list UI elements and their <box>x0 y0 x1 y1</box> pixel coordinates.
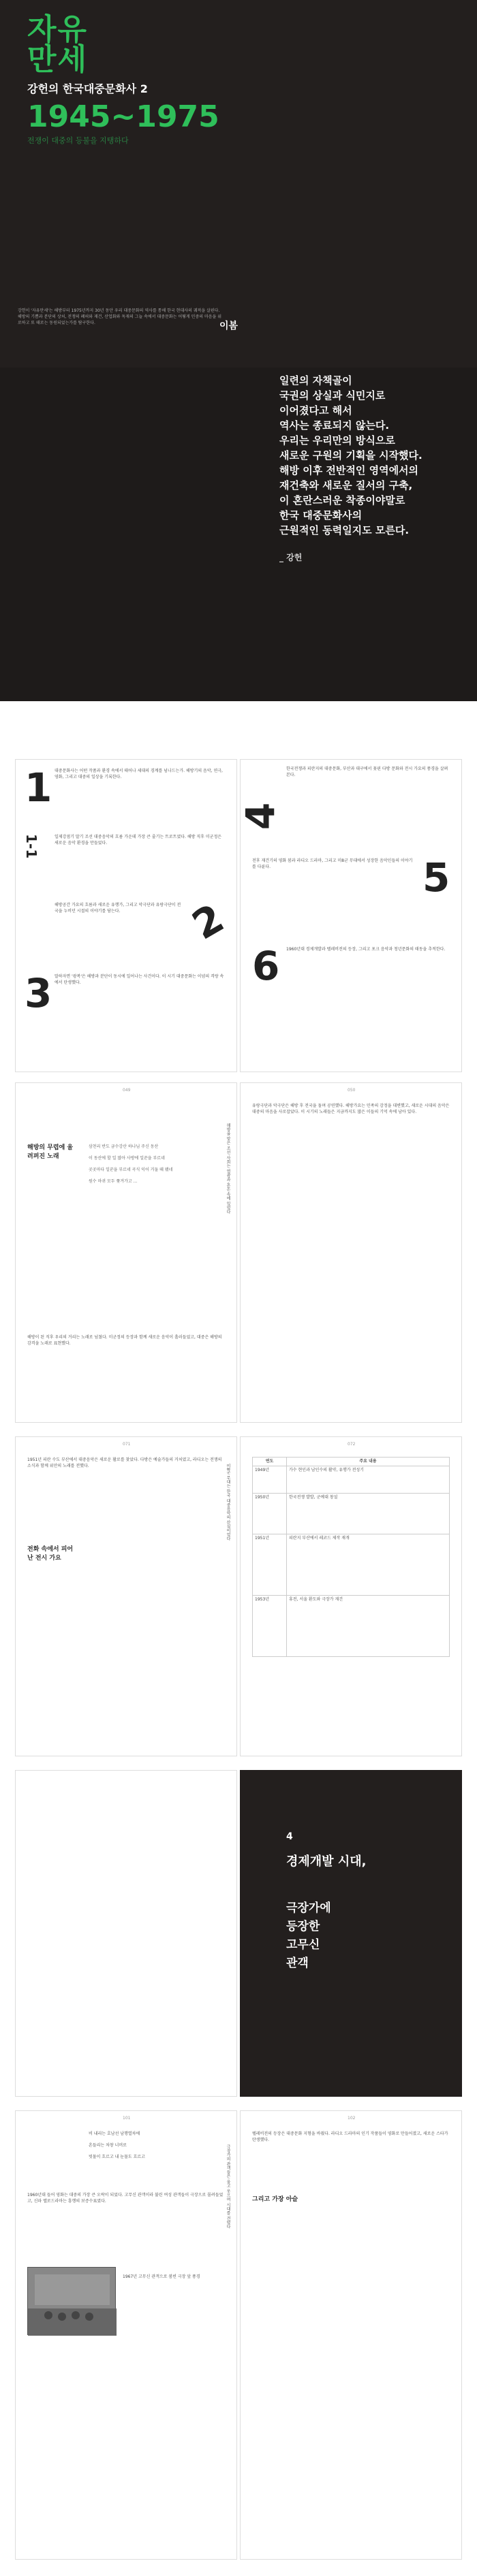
body-text: 텔레비전의 등장은 대중문화 지형을 바꿨다. 라디오 드라마의 인기 작품들이 영화로 만들어졌고, 새로운 스타가 탄생했다. <box>252 2131 448 2142</box>
toc-text-6: 1960년대 경제개발과 텔레비전의 등장, 그리고 포크 음악과 청년문화의 태동을 추적한다. <box>286 947 446 952</box>
body-text: 해방이 된 직후 우리의 거리는 노래로 넘쳤다. 미군정의 등장과 함께 새로운 음악이 흘러들었고, 대중은 해방의 감격을 노래로 표현했다. <box>27 1335 222 1346</box>
quote-line: 이어졌다고 해서 <box>279 404 352 417</box>
toc-number-4: 4 <box>237 802 284 831</box>
vertical-caption: 미8군 무대는 한국 대중음악의 산실이었다 <box>226 1464 230 1541</box>
table-header: 연도 <box>253 1458 287 1466</box>
toc-text-4: 한국전쟁과 피란지의 대중문화, 부산과 대구에서 꽃핀 다방 문화와 전시 가요의 풍경을 살펴본다. <box>286 767 448 777</box>
toc-text-3: 말하자면 '광복'은 해방과 분단이 동시에 일어나는 사건이다. 이 시기 대중문화는 이념의 격랑 속에서 탄생했다. <box>55 974 224 985</box>
chapter-subtitle-line: 극장가에 <box>286 1901 331 1915</box>
toc-number-3: 3 <box>25 970 52 1016</box>
quote-line: 한국 대중문화사의 <box>279 509 363 521</box>
book-subtitle: 강헌의 한국대중문화사 2 <box>27 82 148 95</box>
lyric-block <box>89 1144 225 1185</box>
page-number: 072 <box>348 1442 356 1447</box>
table-header: 주요 내용 <box>287 1458 450 1466</box>
chapter-opener-blank <box>15 1770 237 2097</box>
table-row <box>253 1466 450 1494</box>
lyric-line: 원수 마귀 모두 쫓겨가고 ... <box>89 1179 138 1184</box>
chapter-subtitle <box>286 1899 331 1973</box>
book-tagline: 전쟁이 대중의 등불을 지탱하다 <box>27 136 129 145</box>
table-cell: 1951년 <box>253 1534 287 1596</box>
quote-line: 역사는 종료되지 않는다. <box>279 419 390 432</box>
toc-number-1: 1 <box>25 764 52 811</box>
toc-text-2: 해방공간 가요의 흐름과 새로운 유행가, 그리고 악극단과 유랑극단이 전국을 누비던 시절의 이야기를 담는다. <box>55 903 181 914</box>
toc-number-1-1: 1-1 <box>23 834 40 859</box>
table-cell: 1949년 <box>253 1466 287 1494</box>
quote-line: 재건축와 새로운 질서의 구축, <box>279 479 413 492</box>
chapter-opener-dark <box>240 1770 462 2097</box>
toc-text-1: 대중문화사는 어떤 작품과 환경 속에서 태어나 세대의 경계를 넘나드는가. 해방기의 음악, 연극, 영화, 그리고 대중의 일상을 기록한다. <box>55 769 223 779</box>
cover-description: 강헌이 '자유만세'는 해방부터 1975년까지 30년 동안 우리 대중문화의 역사를 통해 한국 현대사의 궤적을 살핀다. 해방의 기쁨과 분단의 상처, 전쟁의 폐허와 재건, 산업화와 독재의 그늘 속에서 대중문화는 어떻게 민중의 마음을 위로하고 또 때로는 동원되었는가를 탐구한다. <box>18 308 222 325</box>
historical-photo <box>27 2267 116 2335</box>
lyric-line: 흔들리는 차창 너머로 <box>89 2143 127 2148</box>
lyric-line: 비 내리는 호남선 남행열차에 <box>89 2131 140 2136</box>
chapter-number: 4 <box>286 1831 293 1842</box>
photo-icon <box>28 2268 117 2336</box>
toc-number-5: 5 <box>422 854 450 901</box>
quote-line: 일련의 자책골이 <box>279 374 352 387</box>
chapter-title: 경제개발 시대, <box>286 1854 367 1869</box>
quote-line: 국권의 상실과 식민지로 <box>279 389 386 402</box>
vertical-caption: 해방을 맞은 조선 사회는 열광과 혼돈 속에 있었다 <box>226 1123 230 1214</box>
spread1-page-left <box>15 1082 237 1423</box>
quote-author: _ 강헌 <box>279 553 303 562</box>
table-cell: 한국전쟁 발발, 군예대 창설 <box>287 1494 450 1534</box>
book-title: 자유만세 <box>27 12 89 77</box>
section-heading: 전화 속에서 피어난 전시 가요 <box>27 1546 74 1562</box>
page-number: 071 <box>123 1442 131 1447</box>
quote-line: 우리는 우리만의 방식으로 <box>279 434 395 447</box>
section-heading: 해방의 무렵에 울려퍼진 노래 <box>27 1144 74 1160</box>
toc-text-1-1: 일제강점기 말기 조선 대중음악의 흐름 가운데 가장 큰 줄기는 트로트였다. 해방 직후 미군정은 새로운 음악 환경을 만들었다. <box>55 835 222 846</box>
body-text: 1960년대 들어 영화는 대중의 가장 큰 오락이 되었다. 고무신 관객이라 불린 여성 관객들이 극장으로 몰려들었고, 신파 멜로드라마는 흥행의 보증수표였다. <box>27 2193 224 2204</box>
table-cell: 피란지 부산에서 레코드 제작 재개 <box>287 1534 450 1596</box>
table-row <box>253 1596 450 1657</box>
quote-line: 해방 이후 전반적인 영역에서의 <box>279 464 419 477</box>
spread3-page-right <box>240 2110 462 2560</box>
lyric-line: 삼천리 반도 금수강산 하나님 주신 동산 <box>89 1144 159 1149</box>
page-number: 050 <box>348 1088 356 1093</box>
table-row <box>253 1494 450 1534</box>
table-cell: 1950년 <box>253 1494 287 1534</box>
lyric-block <box>89 2131 225 2160</box>
chapter-subtitle-line: 고무신 <box>286 1938 320 1952</box>
toc-number-6: 6 <box>252 943 280 989</box>
book-years: 1945~1975 <box>27 99 219 134</box>
lyric-line: 이 동산에 할 일 많아 사방에 일꾼을 부르네 <box>89 1156 165 1161</box>
table-row <box>253 1534 450 1596</box>
lyric-line: 빗물이 흐르고 내 눈물도 흐르고 <box>89 2155 145 2159</box>
vertical-caption: 극장가의 관객들은 울고 웃으며 시대를 견뎠다 <box>226 2144 230 2229</box>
lyric-line: 곳곳마다 일꾼을 부르네 곡식 익어 거둘 때 됐네 <box>89 1168 173 1172</box>
toc-number-2: 2 <box>184 895 232 949</box>
quote-line: 근원적인 동력일지도 모른다. <box>279 524 410 536</box>
author-quote <box>279 373 463 538</box>
publisher-logo: 이봄 <box>219 321 238 332</box>
table-cell: 가수 현인과 남인수의 활약, 유행가 전성기 <box>287 1466 450 1494</box>
photo-caption: 1967년 고무신 관객으로 붐빈 극장 앞 풍경 <box>123 2274 200 2279</box>
quote-line: 이 혼란스러운 착종이야말로 <box>279 494 405 506</box>
spread1-page-right <box>240 1082 462 1423</box>
body-text: 1951년 피란 수도 부산에서 대중음악은 새로운 활로를 찾았다. 다방은 예술가들의 거처였고, 라디오는 전쟁의 소식과 함께 위안의 노래를 전했다. <box>27 1458 222 1468</box>
chapter-subtitle-line: 관객 <box>286 1957 309 1970</box>
section-heading: 그리고 가장 아슬 <box>252 2196 298 2203</box>
chapter-subtitle-line: 등장한 <box>286 1920 320 1933</box>
table-cell: 휴전, 서울 환도와 극장가 재건 <box>287 1596 450 1657</box>
page-number: 101 <box>123 2116 131 2121</box>
body-text: 유랑극단과 악극단은 해방 후 전국을 돌며 공연했다. 해방가요는 민족의 감정을 대변했고, 새로운 시대의 음악은 대중의 마음을 사로잡았다. 이 시기의 노래들은 지금까지도 많은 이들의 기억 속에 남아 있다. <box>252 1104 450 1114</box>
timeline-table <box>252 1457 450 1657</box>
table-cell: 1953년 <box>253 1596 287 1657</box>
spread2-page-left <box>15 1436 237 1756</box>
toc-text-5: 전후 재건기의 영화 붐과 라디오 드라마, 그리고 미8군 무대에서 성장한 음악인들의 이야기를 다룬다. <box>252 858 413 869</box>
page-number: 049 <box>123 1088 131 1093</box>
quote-line: 새로운 구원의 기획을 시작했다. <box>279 449 422 462</box>
page-number: 102 <box>348 2116 356 2121</box>
